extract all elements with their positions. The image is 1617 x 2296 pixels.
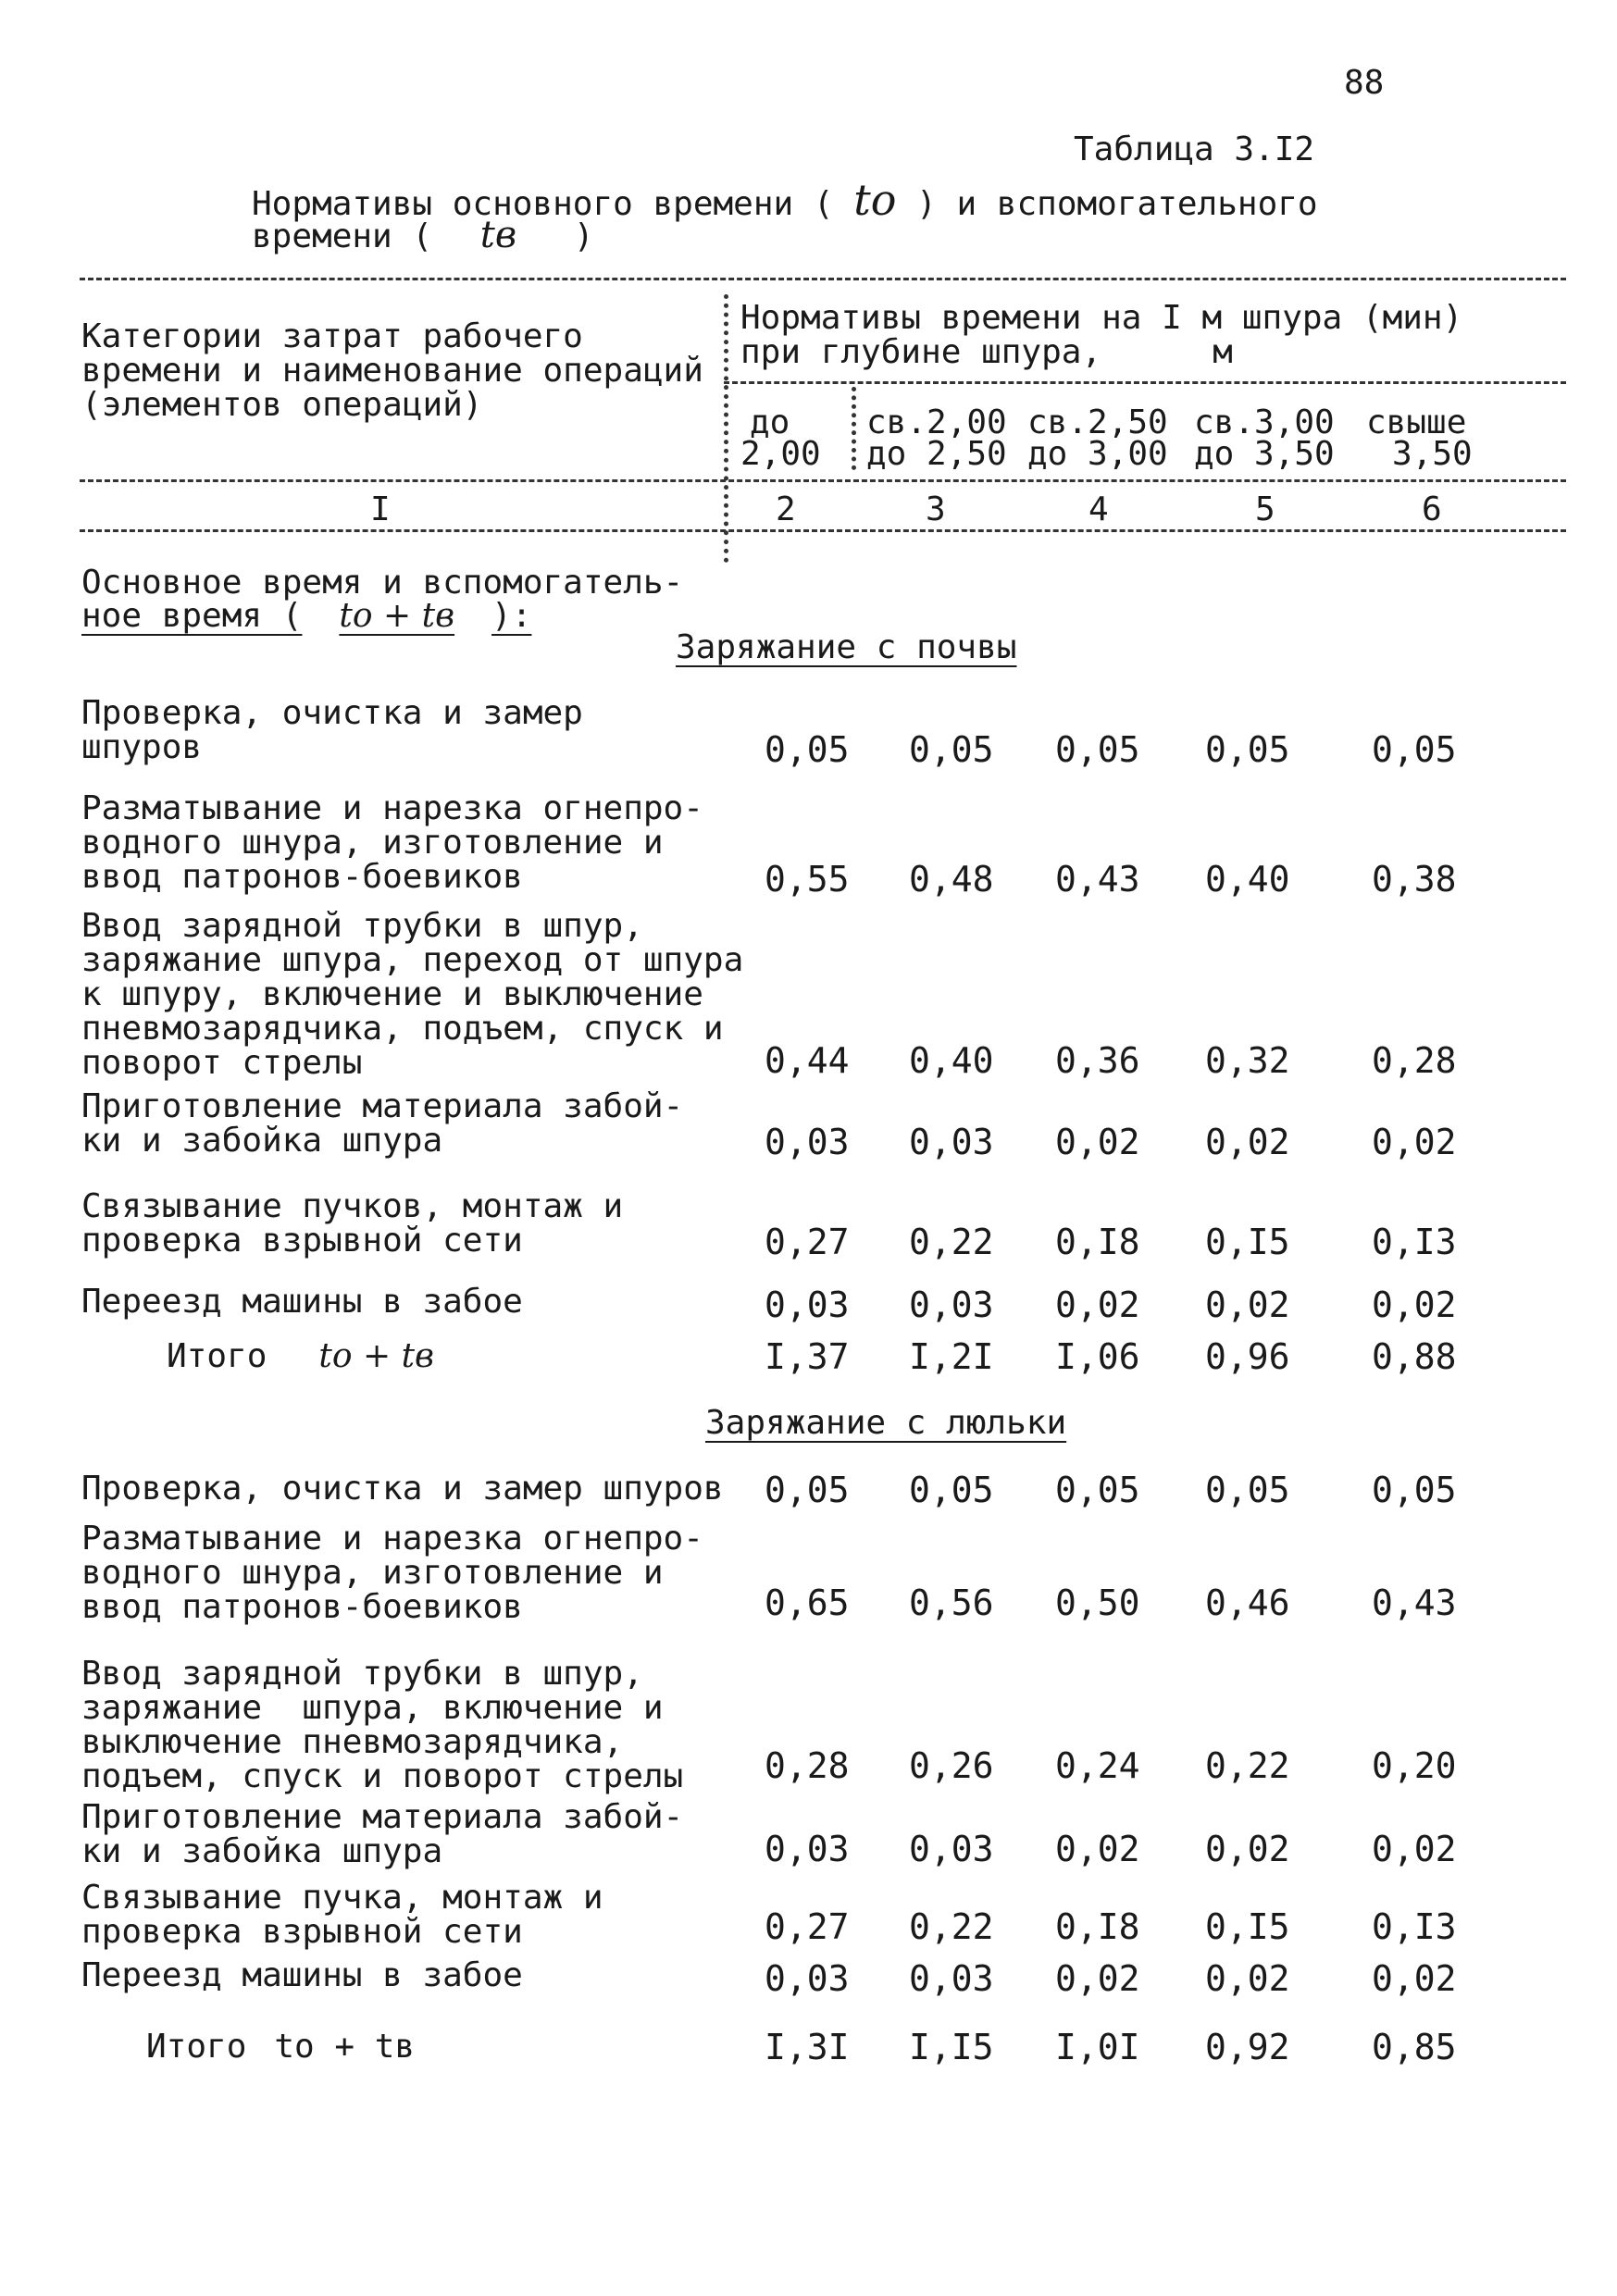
value-cell: 0,02: [1205, 1829, 1290, 1869]
total-value-cell: I,2I: [909, 1336, 994, 1377]
total-row-label: [167, 1338, 434, 1375]
header-top-rule: [80, 278, 1566, 280]
value-cell: 0,22: [909, 1222, 994, 1262]
row-label: Связывание пучка, монтаж и проверка взрывной сети: [81, 1879, 603, 1951]
total-formula: to + tв: [274, 2028, 416, 2066]
value-cell: 0,02: [1205, 1122, 1290, 1162]
to-symbol: to: [853, 175, 897, 225]
value-cell: 0,02: [1055, 1829, 1140, 1869]
column-number-2: 2: [776, 490, 796, 528]
intro-formula: to + tв: [339, 597, 455, 635]
value-cell: 0,22: [909, 1906, 994, 1947]
value-cell: 0,24: [1055, 1745, 1140, 1786]
value-cell: 0,27: [765, 1222, 850, 1262]
row-label: Ввод зарядной трубки в шпур, заряжание шпура, переход от шпура к шпуру, включение и выключение пневмозарядчика, подъем, спуск и поворот стрелы: [81, 907, 744, 1082]
total-value-cell: 0,92: [1205, 2027, 1290, 2067]
header-separator-main: [724, 294, 728, 563]
value-cell: 0,02: [1055, 1285, 1140, 1325]
row-label: Разматывание и нарезка огнепро- водного шнура, изготовление и ввод патронов-боевиков: [81, 789, 703, 896]
value-cell: 0,20: [1372, 1745, 1457, 1786]
value-cell: 0,26: [909, 1745, 994, 1786]
value-cell: 0,36: [1055, 1040, 1140, 1081]
range-header-1-bottom: 2,00: [740, 435, 821, 473]
value-cell: 0,50: [1055, 1582, 1140, 1623]
table-label: Таблица 3.I2: [1074, 130, 1315, 168]
row-label: Переезд машины в забое: [81, 1956, 523, 1994]
header-separator-range: [852, 387, 856, 470]
value-cell: 0,05: [1372, 729, 1457, 770]
value-cell: 0,I3: [1372, 1906, 1457, 1947]
value-cell: 0,05: [1205, 1470, 1290, 1510]
section-title-cradle: Заряжание с люльки: [705, 1404, 1067, 1442]
value-cell: 0,38: [1372, 859, 1457, 900]
title-text-a: Нормативы основного времени (: [252, 185, 834, 223]
header-norm-subtitle: [740, 335, 1233, 369]
value-cell: 0,44: [765, 1040, 850, 1081]
value-cell: 0,46: [1205, 1582, 1290, 1623]
value-cell: 0,02: [1055, 1958, 1140, 1999]
total-row-label: [146, 2029, 415, 2066]
total-value-cell: I,3I: [765, 2027, 850, 2067]
value-cell: 0,40: [909, 1040, 994, 1081]
value-cell: 0,28: [765, 1745, 850, 1786]
norm-unit: м: [1213, 333, 1233, 371]
row-label: Связывание пучков, монтаж и проверка взрывной сети: [81, 1187, 624, 1260]
header-norm-title: Нормативы времени на I м шпура (мин): [740, 299, 1463, 337]
value-cell: 0,I8: [1055, 1906, 1140, 1947]
value-cell: 0,02: [1205, 1285, 1290, 1325]
column-number-6: 6: [1422, 490, 1442, 528]
range-header-4-top: св.3,00: [1194, 403, 1335, 441]
value-cell: 0,05: [1372, 1470, 1457, 1510]
row-label: Разматывание и нарезка огнепро- водного шнура, изготовление и ввод патронов-боевиков: [81, 1520, 703, 1626]
title-text-b: ) и вспомогательного: [916, 185, 1318, 223]
value-cell: 0,48: [909, 859, 994, 900]
total-label: Итого: [146, 2028, 247, 2066]
value-cell: 0,03: [765, 1958, 850, 1999]
row-label: Приготовление материала забой- ки и забойка шпура: [81, 1087, 684, 1160]
value-cell: 0,05: [765, 729, 850, 770]
value-cell: 0,02: [1372, 1122, 1457, 1162]
total-value-cell: 0,96: [1205, 1336, 1290, 1377]
value-cell: 0,43: [1372, 1582, 1457, 1623]
value-cell: 0,55: [765, 859, 850, 900]
total-label: Итого: [167, 1337, 267, 1375]
page-number: 88: [1344, 64, 1385, 102]
range-header-1-top: до: [750, 403, 790, 441]
value-cell: 0,02: [1372, 1958, 1457, 1999]
value-cell: 0,03: [765, 1285, 850, 1325]
value-cell: 0,I5: [1205, 1222, 1290, 1262]
value-cell: 0,05: [1055, 1470, 1140, 1510]
total-formula: to + tв: [318, 1337, 434, 1375]
total-value-cell: 0,88: [1372, 1336, 1457, 1377]
value-cell: 0,02: [1205, 1958, 1290, 1999]
value-cell: 0,02: [1372, 1285, 1457, 1325]
value-cell: 0,65: [765, 1582, 850, 1623]
value-cell: 0,03: [909, 1829, 994, 1869]
value-cell: 0,I5: [1205, 1906, 1290, 1947]
header-mid-rule: [724, 381, 1566, 384]
value-cell: 0,43: [1055, 859, 1140, 900]
column-number-1: I: [370, 490, 391, 528]
total-value-cell: I,0I: [1055, 2027, 1140, 2067]
value-cell: 0,I8: [1055, 1222, 1140, 1262]
value-cell: 0,02: [1372, 1829, 1457, 1869]
range-header-4-bottom: до 3,50: [1194, 435, 1335, 473]
value-cell: 0,05: [909, 729, 994, 770]
title-text-c: времени (: [252, 217, 433, 255]
row-label: Проверка, очистка и замер шпуров: [81, 694, 583, 766]
column-number-rule: [80, 529, 1566, 532]
total-value-cell: 0,85: [1372, 2027, 1457, 2067]
value-cell: 0,22: [1205, 1745, 1290, 1786]
range-header-3-bottom: до 3,00: [1027, 435, 1168, 473]
value-cell: 0,03: [909, 1285, 994, 1325]
norm-subtitle-text: при глубине шпура,: [740, 333, 1102, 371]
value-cell: 0,I3: [1372, 1222, 1457, 1262]
range-header-2-bottom: до 2,50: [866, 435, 1007, 473]
value-cell: 0,56: [909, 1582, 994, 1623]
row-label: Ввод зарядной трубки в шпур, заряжание шпура, включение и выключение пневмозарядчика, подъем, спуск и поворот стрелы: [81, 1655, 684, 1795]
value-cell: 0,05: [909, 1470, 994, 1510]
total-value-cell: I,I5: [909, 2027, 994, 2067]
total-value-cell: I,37: [765, 1336, 850, 1377]
header-category-column: Категории затрат рабочего времени и наименование операций (элементов операций): [81, 317, 703, 424]
title-text-d: ): [573, 217, 594, 255]
column-number-4: 4: [1088, 490, 1109, 528]
value-cell: 0,02: [1055, 1122, 1140, 1162]
intro-line-2: [81, 598, 531, 635]
value-cell: 0,03: [765, 1122, 850, 1162]
value-cell: 0,27: [765, 1906, 850, 1947]
row-label: Переезд машины в забое: [81, 1283, 523, 1321]
intro-text: ное время (: [81, 597, 303, 635]
value-cell: 0,03: [909, 1122, 994, 1162]
row-label: Приготовление материала забой- ки и забойка шпура: [81, 1798, 684, 1870]
column-number-5: 5: [1255, 490, 1275, 528]
range-header-3-top: св.2,50: [1027, 403, 1168, 441]
value-cell: 0,28: [1372, 1040, 1457, 1081]
section-title-soil: Заряжание с почвы: [676, 628, 1017, 666]
range-header-5-bottom: 3,50: [1392, 435, 1473, 473]
value-cell: 0,03: [765, 1829, 850, 1869]
value-cell: 0,40: [1205, 859, 1290, 900]
value-cell: 0,32: [1205, 1040, 1290, 1081]
value-cell: 0,05: [1055, 729, 1140, 770]
value-cell: 0,05: [1205, 729, 1290, 770]
value-cell: 0,03: [909, 1958, 994, 1999]
tv-symbol: tв: [479, 214, 517, 256]
table-title-line2: [252, 214, 594, 256]
row-label: Проверка, очистка и замер шпуров: [81, 1470, 724, 1508]
intro-line-1: Основное время и вспомогатель-: [81, 564, 684, 602]
range-header-2-top: св.2,00: [866, 403, 1007, 441]
total-value-cell: I,06: [1055, 1336, 1140, 1377]
header-bottom-rule: [80, 479, 1566, 482]
intro-colon: ):: [491, 597, 532, 635]
range-header-5-top: свыше: [1366, 403, 1467, 441]
value-cell: 0,05: [765, 1470, 850, 1510]
column-number-3: 3: [926, 490, 946, 528]
